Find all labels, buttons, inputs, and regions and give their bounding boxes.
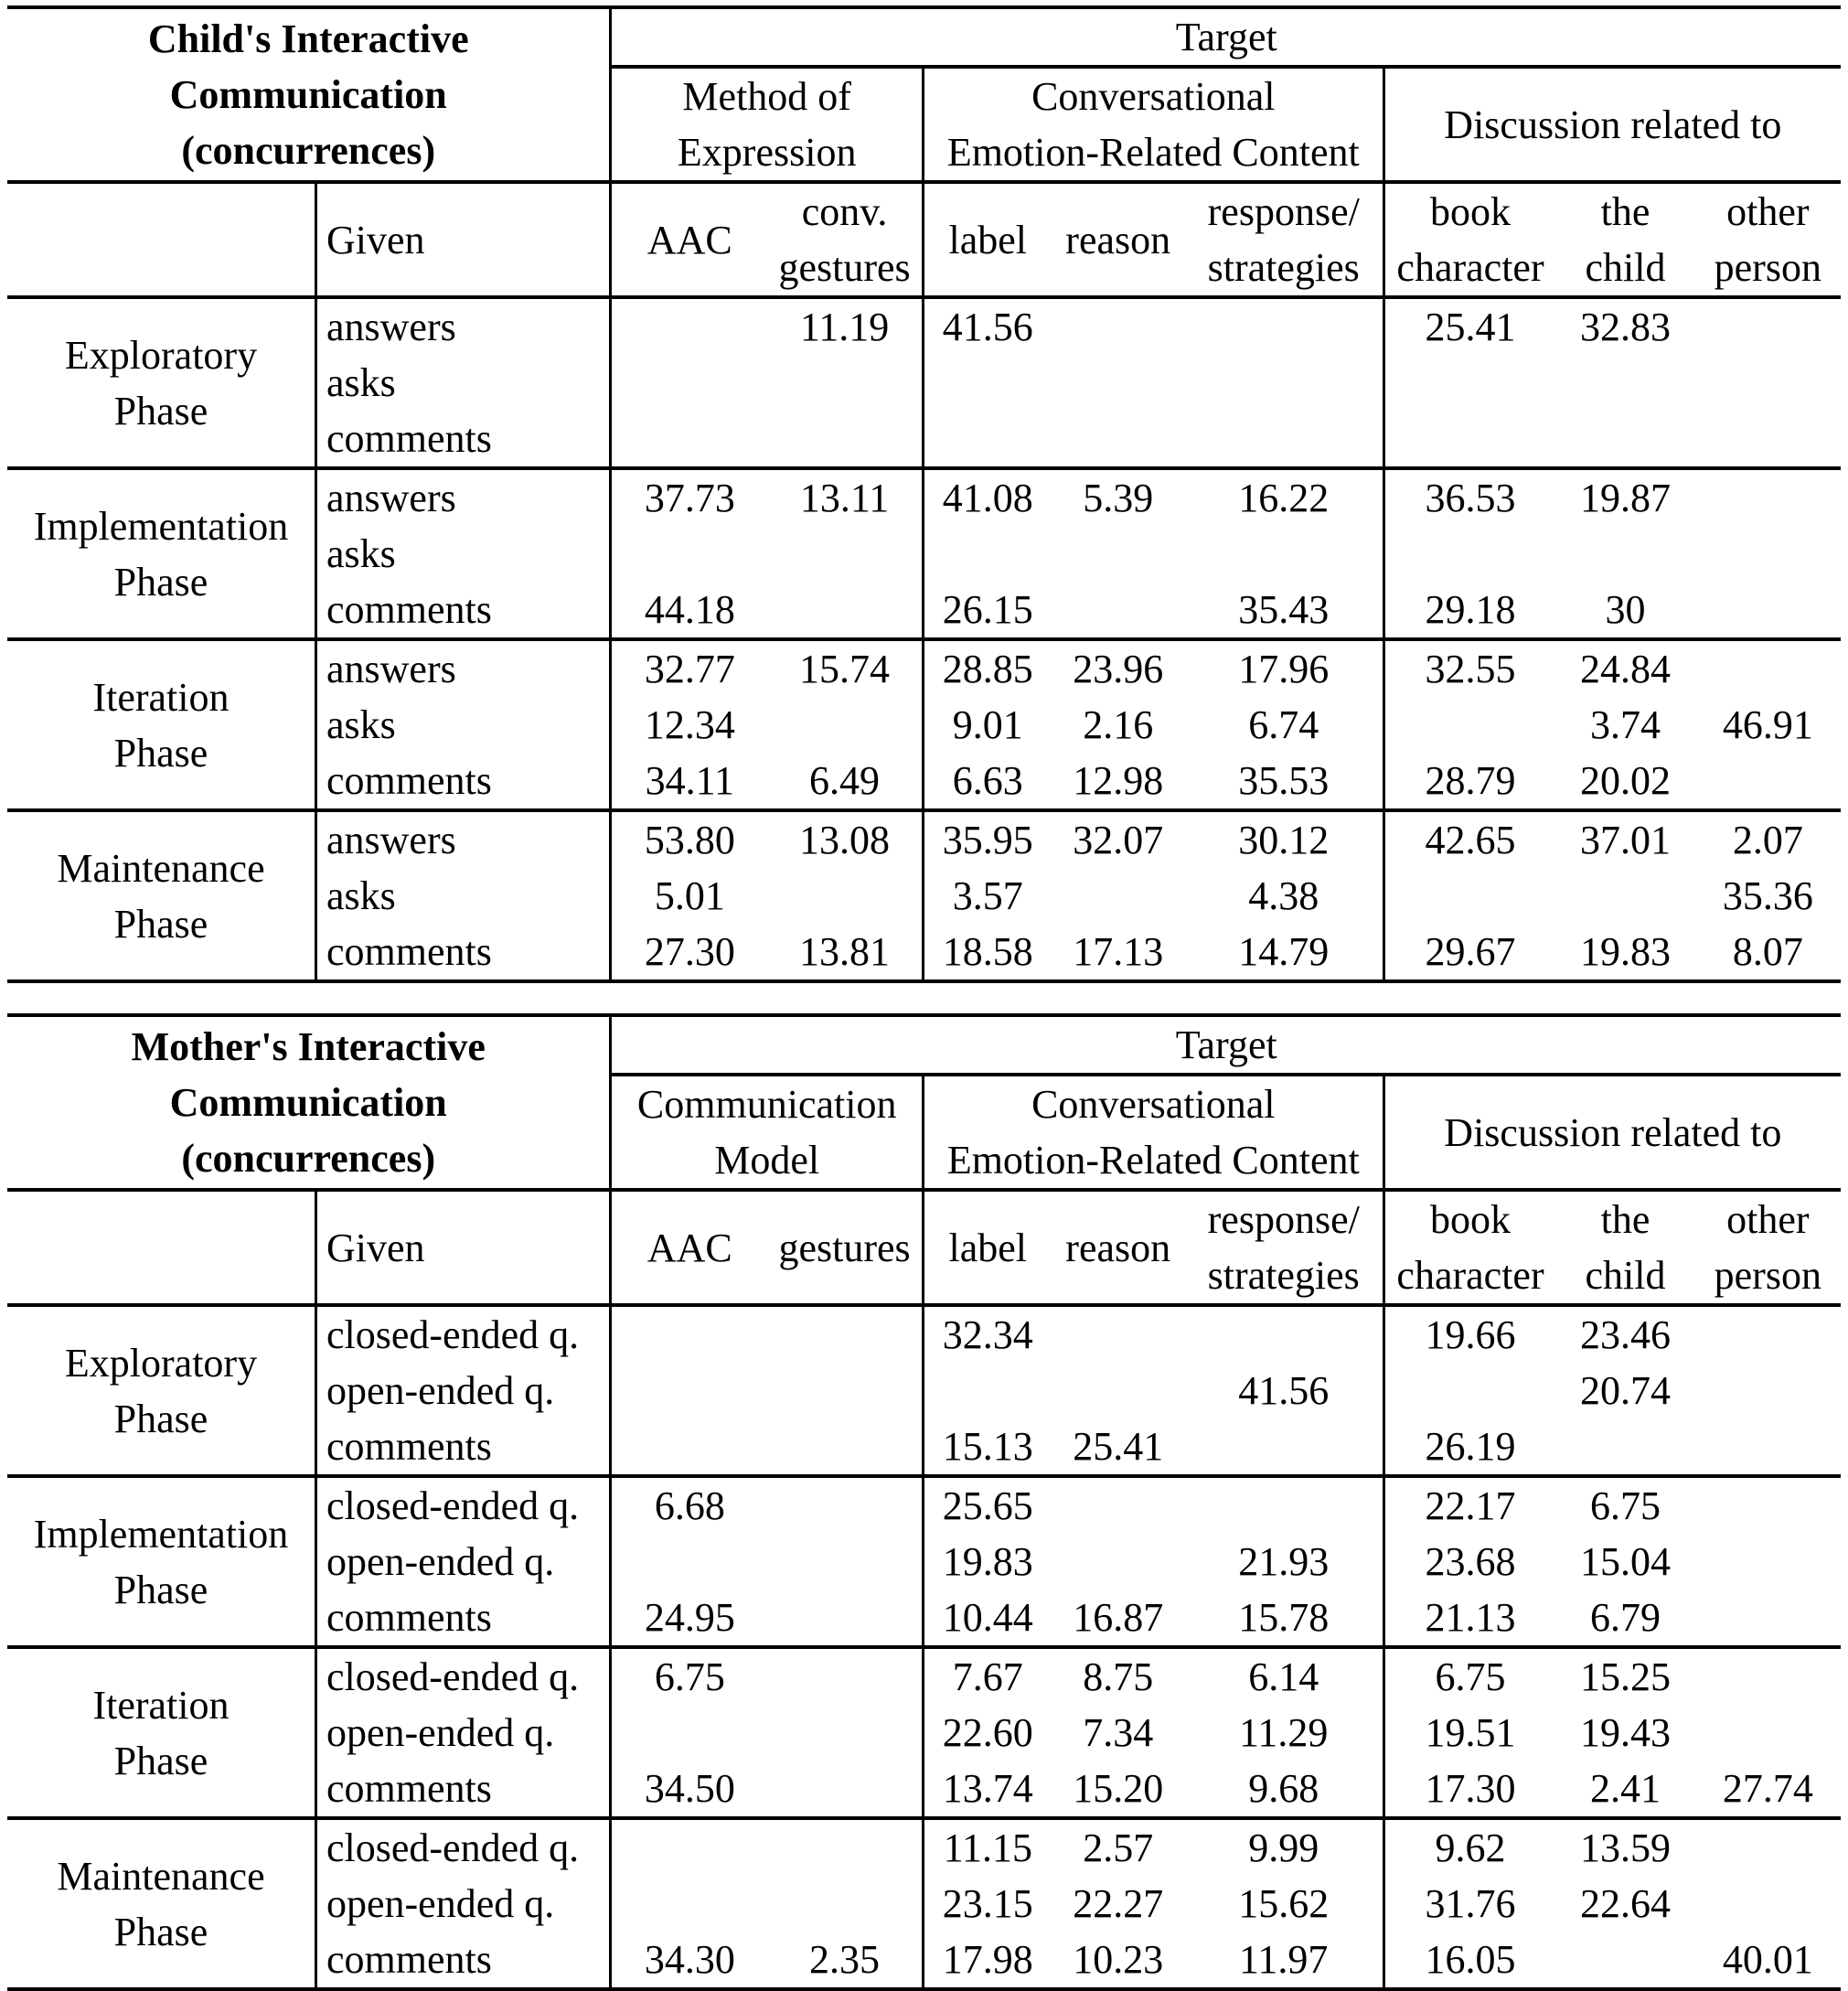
given-cell: comments [315, 411, 610, 466]
phase-label [7, 1476, 315, 1647]
value-cell: 27.30 [611, 924, 767, 979]
value-cell [1383, 697, 1555, 753]
table-title: Child's Interactive Communication (concurrences) [7, 7, 611, 182]
value-cell [923, 1363, 1051, 1418]
given-cell: asks [315, 868, 610, 924]
given-cell: comments [315, 1932, 610, 1987]
value-cell: 32.77 [611, 639, 767, 697]
phase-label [7, 639, 315, 810]
value-cell: 6.75 [1590, 1483, 1661, 1528]
value-cell: 44.18 [611, 582, 767, 637]
value-cell: 15.62 [1238, 1881, 1330, 1926]
divider-cell [1185, 979, 1383, 981]
value-cell [1383, 868, 1555, 924]
phase-label-line: Maintenance [57, 1853, 265, 1899]
column-header: gestures [767, 1190, 923, 1305]
value-cell [1695, 1647, 1841, 1705]
value-cell: 35.43 [1238, 587, 1330, 632]
table-row [7, 1476, 1841, 1534]
value-cell [611, 1818, 767, 1876]
value-cell: 31.76 [1383, 1876, 1555, 1932]
phase-label-line: Phase [113, 1909, 208, 1954]
given-cell: comments [315, 1590, 610, 1645]
value-cell: 13.81 [799, 929, 891, 974]
value-cell [1383, 1363, 1555, 1418]
given-cell: asks [315, 697, 610, 753]
value-cell [1383, 411, 1555, 466]
phase-label-line: Phase [113, 388, 208, 434]
value-cell [1555, 355, 1694, 411]
value-cell: 41.56 [923, 297, 1051, 355]
value-cell [1695, 1818, 1841, 1876]
value-cell: 19.51 [1383, 1705, 1555, 1761]
value-cell: 22.64 [1580, 1881, 1672, 1926]
value-cell [1695, 297, 1841, 355]
column-header: AAC [611, 182, 767, 297]
given-cell: asks [315, 526, 610, 582]
phase-label-line: Phase [113, 901, 208, 947]
value-cell: 35.53 [1238, 758, 1330, 803]
value-cell [1052, 355, 1185, 411]
value-cell: 12.34 [611, 697, 767, 753]
value-cell: 17.96 [1238, 647, 1330, 691]
divider-cell [1555, 979, 1694, 981]
value-cell [1185, 1476, 1383, 1534]
value-cell: 2.41 [1590, 1766, 1661, 1811]
value-cell: 20.02 [1580, 758, 1672, 803]
table-title: Mother's Interactive Communication (concurrences) [7, 1015, 611, 1190]
column-header-row [7, 182, 1841, 297]
phase-label-line: Exploratory [64, 332, 258, 378]
value-cell: 28.85 [923, 639, 1051, 697]
value-cell [1695, 355, 1841, 411]
table-row [7, 468, 1841, 526]
given-cell: open-ended q. [315, 1534, 610, 1590]
column-header: other person [1695, 182, 1841, 297]
value-cell: 3.74 [1590, 702, 1661, 747]
target-header: Target [611, 7, 1841, 67]
value-cell: 26.19 [1383, 1418, 1555, 1474]
value-cell: 17.13 [1073, 929, 1164, 974]
given-cell: asks [315, 355, 610, 411]
value-cell: 19.83 [923, 1534, 1051, 1590]
value-cell: 15.20 [1073, 1766, 1164, 1811]
value-cell: 15.25 [1580, 1654, 1672, 1699]
value-cell [1052, 1534, 1185, 1590]
value-cell [1052, 1476, 1185, 1534]
value-cell [923, 355, 1051, 411]
value-cell: 34.50 [611, 1761, 767, 1816]
phase-label-line: Phase [113, 559, 208, 605]
table-row [7, 1305, 1841, 1363]
value-cell: 22.60 [923, 1705, 1051, 1761]
value-cell [767, 411, 923, 466]
value-cell: 22.27 [1073, 1881, 1164, 1926]
phase-label-line: Iteration [92, 1682, 230, 1728]
value-cell: 23.96 [1073, 647, 1164, 691]
group-header: Method of Expression [611, 67, 923, 182]
value-cell: 24.95 [611, 1590, 767, 1645]
given-cell: closed-ended q. [315, 1305, 610, 1363]
value-cell [1052, 868, 1185, 924]
column-header: the child [1555, 182, 1694, 297]
table-body [7, 1305, 1841, 1989]
value-cell [1555, 1418, 1694, 1474]
value-cell: 11.19 [799, 305, 890, 349]
value-cell: 28.79 [1383, 753, 1555, 808]
value-cell: 7.67 [923, 1647, 1051, 1705]
given-cell: open-ended q. [315, 1705, 610, 1761]
value-cell: 19.83 [1580, 929, 1672, 974]
table-header [7, 1015, 1841, 1305]
value-cell [1695, 1534, 1841, 1590]
value-cell: 32.55 [1383, 639, 1555, 697]
divider-cell [1052, 979, 1185, 981]
value-cell: 13.11 [799, 476, 890, 520]
value-cell: 40.01 [1722, 1937, 1813, 1982]
value-cell [1695, 1876, 1841, 1932]
value-cell: 17.30 [1383, 1761, 1555, 1816]
value-cell [611, 1705, 767, 1761]
value-cell [1185, 355, 1383, 411]
value-cell [1555, 526, 1694, 582]
value-cell [767, 697, 923, 753]
value-cell: 6.74 [1248, 702, 1319, 747]
given-cell: comments [315, 1418, 610, 1474]
value-cell [611, 297, 767, 355]
column-header: response/ strategies [1185, 1190, 1383, 1305]
value-cell [611, 1534, 767, 1590]
value-cell: 11.29 [1239, 1710, 1329, 1755]
value-cell: 21.13 [1383, 1590, 1555, 1645]
table-row [7, 1647, 1841, 1705]
value-cell: 6.75 [1383, 1647, 1555, 1705]
value-cell: 2.35 [809, 1937, 881, 1982]
value-cell [767, 1534, 923, 1590]
value-cell: 23.15 [923, 1876, 1051, 1932]
column-header: AAC [611, 1190, 767, 1305]
value-cell: 10.23 [1073, 1937, 1164, 1982]
divider-cell [767, 979, 923, 981]
column-header: conv. gestures [767, 182, 923, 297]
value-cell: 29.18 [1383, 582, 1555, 637]
table-body [7, 297, 1841, 981]
value-cell [1185, 411, 1383, 466]
value-cell: 13.59 [1580, 1825, 1672, 1870]
value-cell [1052, 297, 1185, 355]
value-cell: 25.41 [1073, 1424, 1164, 1469]
phase-label [7, 1305, 315, 1476]
value-cell [1555, 868, 1694, 924]
value-cell: 11.15 [923, 1818, 1051, 1876]
value-cell: 32.07 [1073, 818, 1164, 862]
value-cell: 41.08 [923, 468, 1051, 526]
value-cell: 30 [1605, 587, 1646, 632]
value-cell: 9.62 [1383, 1818, 1555, 1876]
value-cell: 36.53 [1383, 468, 1555, 526]
target-header: Target [611, 1015, 1841, 1075]
phase-label [7, 1818, 315, 1989]
given-cell: comments [315, 582, 610, 637]
value-cell: 8.75 [1083, 1654, 1154, 1699]
phase-label-line: Maintenance [57, 845, 265, 891]
given-cell: comments [315, 1761, 610, 1816]
value-cell: 5.39 [1083, 476, 1154, 520]
value-cell: 19.43 [1580, 1710, 1672, 1755]
value-cell: 23.46 [1580, 1312, 1672, 1357]
value-cell: 22.17 [1383, 1476, 1555, 1534]
phase-label-line: Phase [113, 1396, 208, 1441]
column-header: the child [1555, 1190, 1694, 1305]
value-cell [611, 1876, 767, 1932]
value-cell: 37.73 [611, 468, 767, 526]
given-cell: answers [315, 810, 610, 868]
value-cell: 37.01 [1580, 818, 1672, 862]
value-cell [1052, 582, 1185, 637]
value-cell [1383, 355, 1555, 411]
value-cell: 15.78 [1238, 1595, 1330, 1640]
value-cell [767, 1305, 923, 1363]
phase-label [7, 810, 315, 981]
value-cell: 19.66 [1383, 1305, 1555, 1363]
value-cell [1695, 1590, 1841, 1645]
divider-cell [1383, 979, 1555, 981]
value-cell [767, 526, 923, 582]
value-cell: 15.04 [1580, 1539, 1672, 1584]
column-header: other person [1695, 1190, 1841, 1305]
value-cell [1695, 411, 1841, 466]
value-cell: 2.07 [1732, 818, 1803, 862]
value-cell: 16.22 [1238, 476, 1330, 520]
phase-label [7, 297, 315, 468]
value-cell: 25.65 [923, 1476, 1051, 1534]
value-cell: 16.87 [1073, 1595, 1164, 1640]
value-cell: 32.34 [923, 1305, 1051, 1363]
phase-label-line: Iteration [92, 674, 230, 720]
value-cell [767, 1418, 923, 1474]
value-cell [1695, 582, 1841, 637]
value-cell [767, 868, 923, 924]
value-cell [1185, 1418, 1383, 1474]
value-cell [611, 1418, 767, 1474]
value-cell [1695, 753, 1841, 808]
given-cell: closed-ended q. [315, 1476, 610, 1534]
value-cell [1695, 1363, 1841, 1418]
value-cell [1695, 526, 1841, 582]
value-cell: 30.12 [1238, 818, 1330, 862]
value-cell [611, 355, 767, 411]
child-communication-table [7, 5, 1841, 983]
value-cell: 5.01 [611, 868, 767, 924]
column-header: response/ strategies [1185, 182, 1383, 297]
value-cell [767, 1761, 923, 1816]
value-cell [767, 1363, 923, 1418]
column-header-row [7, 1190, 1841, 1305]
value-cell [767, 1818, 923, 1876]
value-cell: 29.67 [1383, 924, 1555, 979]
value-cell [1695, 639, 1841, 697]
value-cell: 12.98 [1073, 758, 1164, 803]
value-cell [1383, 526, 1555, 582]
divider-cell [611, 979, 767, 981]
phase-label-line: Implementation [33, 503, 289, 549]
value-cell: 6.75 [611, 1647, 767, 1705]
value-cell: 15.74 [799, 647, 891, 691]
value-cell: 19.87 [1580, 476, 1672, 520]
value-cell: 9.99 [1248, 1825, 1319, 1870]
phase-label [7, 468, 315, 639]
value-cell: 34.11 [611, 753, 767, 808]
given-cell: open-ended q. [315, 1876, 610, 1932]
value-cell [767, 1705, 923, 1761]
table-row [7, 1818, 1841, 1876]
given-cell: closed-ended q. [315, 1818, 610, 1876]
value-cell [1185, 297, 1383, 355]
value-cell: 23.68 [1383, 1534, 1555, 1590]
value-cell: 4.38 [1248, 873, 1319, 918]
given-cell: comments [315, 924, 610, 979]
value-cell [767, 1876, 923, 1932]
table-row [7, 810, 1841, 868]
value-cell: 2.57 [1083, 1825, 1154, 1870]
value-cell [767, 1647, 923, 1705]
table-row [7, 297, 1841, 355]
column-header: label [923, 1190, 1051, 1305]
value-cell [611, 1305, 767, 1363]
group-header: Conversational Emotion-Related Content [923, 67, 1383, 182]
value-cell [1695, 468, 1841, 526]
given-header: Given [315, 1190, 610, 1305]
value-cell [767, 355, 923, 411]
value-cell [1052, 1305, 1185, 1363]
value-cell: 35.95 [923, 810, 1051, 868]
value-cell: 15.13 [923, 1418, 1051, 1474]
value-cell: 3.57 [923, 868, 1051, 924]
mother-communication-table [7, 1013, 1841, 1991]
value-cell: 6.68 [611, 1476, 767, 1534]
phase-label-line: Exploratory [64, 1340, 258, 1386]
divider-cell [315, 979, 610, 981]
given-cell: comments [315, 753, 610, 808]
phase-label-line: Phase [113, 730, 208, 776]
value-cell [1695, 1705, 1841, 1761]
given-header: Given [315, 182, 610, 297]
value-cell: 9.68 [1248, 1766, 1319, 1811]
value-cell [1052, 526, 1185, 582]
value-cell: 6.49 [809, 758, 881, 803]
group-header: Discussion related to [1383, 1075, 1841, 1190]
value-cell [611, 1363, 767, 1418]
value-cell [1052, 1363, 1185, 1418]
value-cell: 8.07 [1732, 929, 1803, 974]
value-cell [1695, 1305, 1841, 1363]
phase-label [7, 1647, 315, 1818]
value-cell [767, 1590, 923, 1645]
given-cell: closed-ended q. [315, 1647, 610, 1705]
value-cell: 27.74 [1722, 1766, 1813, 1811]
given-cell: open-ended q. [315, 1363, 610, 1418]
value-cell: 41.56 [1238, 1368, 1330, 1413]
value-cell [1695, 1418, 1841, 1474]
value-cell: 6.79 [1590, 1595, 1661, 1640]
value-cell: 35.36 [1722, 873, 1813, 918]
column-header: book character [1383, 182, 1555, 297]
value-cell: 21.93 [1238, 1539, 1330, 1584]
group-header: Communication Model [611, 1075, 923, 1190]
value-cell: 2.16 [1083, 702, 1154, 747]
group-header: Discussion related to [1383, 67, 1841, 182]
table-header [7, 7, 1841, 297]
value-cell: 18.58 [923, 924, 1051, 979]
value-cell: 46.91 [1722, 702, 1813, 747]
value-cell: 10.44 [923, 1590, 1051, 1645]
value-cell: 20.74 [1580, 1368, 1672, 1413]
value-cell: 6.14 [1248, 1654, 1319, 1699]
given-cell: answers [315, 639, 610, 697]
value-cell: 24.84 [1580, 647, 1672, 691]
phase-label-line: Phase [113, 1738, 208, 1783]
value-cell [923, 526, 1051, 582]
value-cell: 32.83 [1580, 305, 1672, 349]
value-cell: 16.05 [1383, 1932, 1555, 1987]
value-cell [1555, 411, 1694, 466]
given-cell: answers [315, 297, 610, 355]
phase-label-line: Phase [113, 1567, 208, 1612]
value-cell: 34.30 [611, 1932, 767, 1987]
value-cell: 11.97 [1239, 1937, 1329, 1982]
value-cell [923, 411, 1051, 466]
value-cell: 6.63 [923, 753, 1051, 808]
value-cell: 13.74 [923, 1761, 1051, 1816]
value-cell [767, 582, 923, 637]
value-cell [611, 526, 767, 582]
value-cell [611, 411, 767, 466]
value-cell: 42.65 [1383, 810, 1555, 868]
value-cell: 17.98 [923, 1932, 1051, 1987]
given-cell: answers [315, 468, 610, 526]
value-cell [1185, 526, 1383, 582]
group-header: Conversational Emotion-Related Content [923, 1075, 1383, 1190]
column-header: label [923, 182, 1051, 297]
phase-label-line: Implementation [33, 1511, 289, 1557]
column-header: book character [1383, 1190, 1555, 1305]
value-cell: 9.01 [923, 697, 1051, 753]
value-cell: 25.41 [1383, 297, 1555, 355]
table-row [7, 639, 1841, 697]
divider-cell [1695, 979, 1841, 981]
value-cell [1185, 1305, 1383, 1363]
value-cell: 26.15 [923, 582, 1051, 637]
value-cell [1695, 1476, 1841, 1534]
value-cell [1052, 411, 1185, 466]
divider-cell [923, 979, 1051, 981]
value-cell: 13.08 [799, 818, 891, 862]
column-header: reason [1052, 182, 1185, 297]
value-cell [767, 1476, 923, 1534]
value-cell: 14.79 [1238, 929, 1330, 974]
column-header: reason [1052, 1190, 1185, 1305]
value-cell: 7.34 [1083, 1710, 1154, 1755]
value-cell: 53.80 [611, 810, 767, 868]
value-cell [1555, 1932, 1694, 1987]
